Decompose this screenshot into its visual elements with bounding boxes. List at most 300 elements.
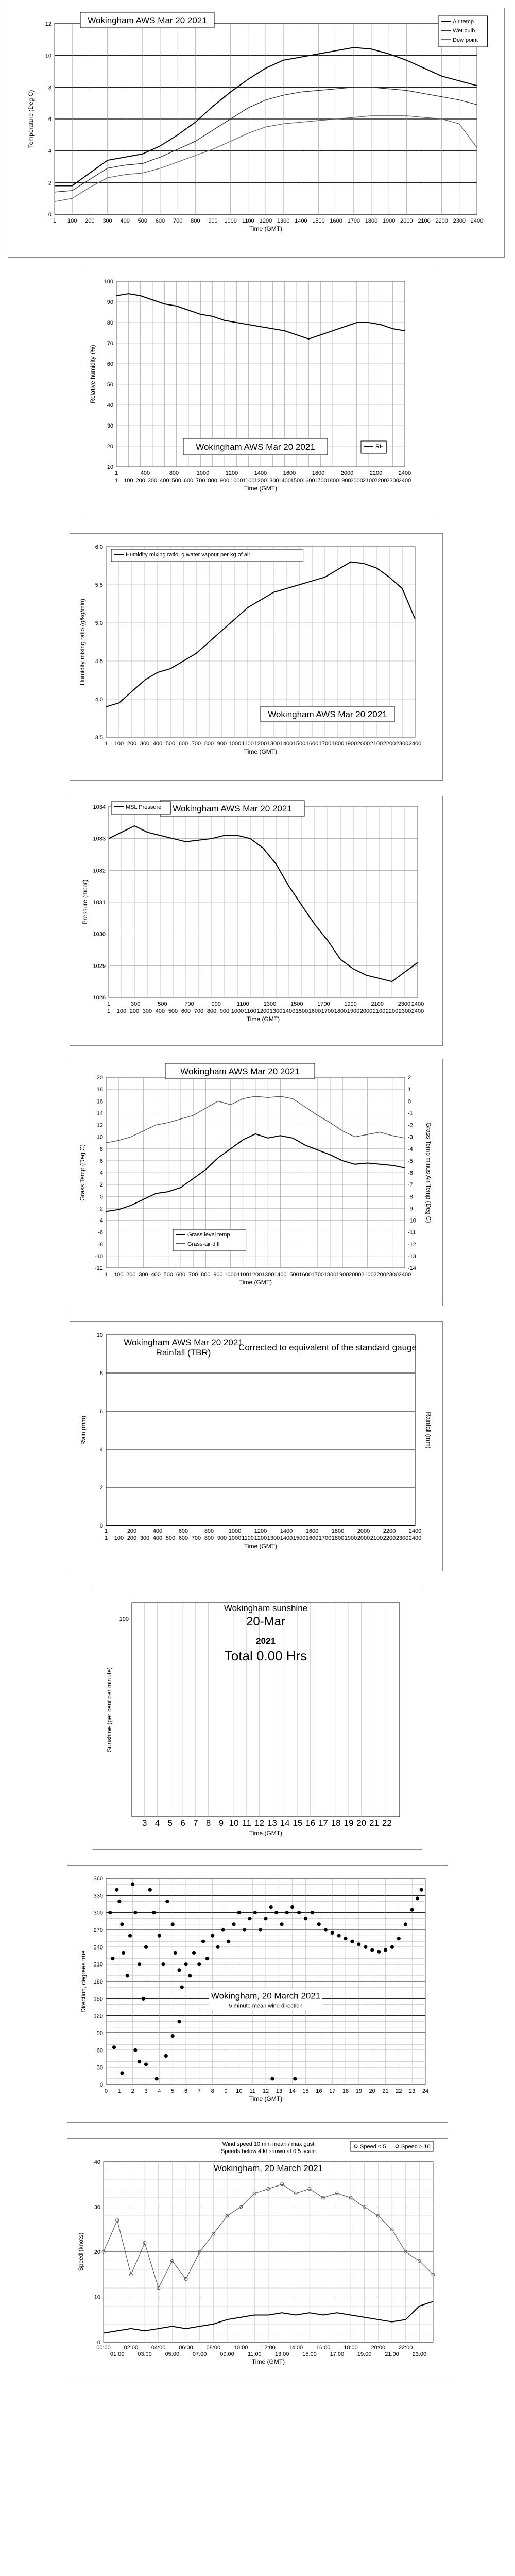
temp-xtick-label: 1200 xyxy=(259,218,272,224)
rh-title: Wokingham AWS Mar 20 2021 xyxy=(196,442,315,452)
rh-ytick-label: 10 xyxy=(107,464,113,470)
temp-ytick-label: 10 xyxy=(45,53,52,59)
chart-relative-humidity xyxy=(80,268,435,515)
press-xtick-label: 1500 xyxy=(295,1008,308,1014)
rh-xtick-top-label: 1 xyxy=(114,470,118,477)
wspd-y-axis-label: Speed (knots) xyxy=(77,2232,84,2272)
rain-title: Wokingham AWS Mar 20 2021 xyxy=(124,1337,243,1347)
rain-xtick-label: 1500 xyxy=(293,1535,306,1541)
rh-ytick-label: 20 xyxy=(107,444,113,450)
rain-x-axis-label: Time (GMT) xyxy=(244,1543,278,1550)
rain-note: Corrected to equivalent of the standard gauge xyxy=(238,1343,417,1352)
rain-xtick-label: 1100 xyxy=(242,1535,254,1541)
grass-ytick-label: 10 xyxy=(96,1134,103,1141)
wdir-point xyxy=(331,1931,334,1935)
hmr-xtick-label: 1000 xyxy=(228,741,242,747)
grass-ytick-label: 16 xyxy=(96,1098,103,1105)
wspd-legend-label-1: Speed > 10 xyxy=(401,2144,431,2150)
grass-xtick-label: 1 xyxy=(104,1272,108,1278)
grass-xtick-label: 1600 xyxy=(299,1272,312,1278)
rh-xtick-label: 100 xyxy=(124,478,133,484)
rh-x-axis-label: Time (GMT) xyxy=(244,485,278,492)
rain-xtick-top-label: 2200 xyxy=(383,1528,396,1534)
rain-xtick-top-label: 1400 xyxy=(280,1528,293,1534)
wspd-xtick-label: 21:00 xyxy=(385,2351,399,2358)
grass-ytick-label: 20 xyxy=(96,1075,103,1081)
grass-xtick-label: 700 xyxy=(188,1272,198,1278)
wdir-x-axis-label: Time (GMT) xyxy=(249,2095,283,2103)
temp-xtick-label: 2300 xyxy=(453,218,466,224)
rh-xtick-label: 1000 xyxy=(230,478,243,484)
rh-ytick-label: 40 xyxy=(107,402,113,409)
wspd-ytick-label: 40 xyxy=(94,2159,100,2165)
grass-ytick-right-label: 1 xyxy=(408,1087,411,1093)
sun-xtick-label: 6 xyxy=(180,1818,185,1828)
wspd-xtick-label: 11:00 xyxy=(247,2351,262,2358)
sun-xtick-label: 11 xyxy=(242,1818,251,1828)
wdir-point xyxy=(184,1962,187,1966)
grass-xtick-label: 1500 xyxy=(286,1272,299,1278)
press-xtick-label: 900 xyxy=(219,1008,230,1014)
wdir-point xyxy=(201,1940,205,1943)
wspd-xtick-label: 01:00 xyxy=(110,2351,125,2358)
wdir-point xyxy=(350,1940,354,1943)
rain-y-axis-right-label: Rainfall (mm) xyxy=(425,1412,432,1449)
grass-ytick-right-label: -9 xyxy=(408,1206,413,1212)
grass-ytick-right-label: -7 xyxy=(408,1182,413,1189)
hmr-xtick-label: 300 xyxy=(140,741,150,747)
rh-xtick-label: 700 xyxy=(196,478,205,484)
sun-xtick-label: 12 xyxy=(254,1818,265,1828)
chart-rainfall xyxy=(70,1321,443,1571)
grass-x-axis-label: Time (GMT) xyxy=(238,1279,272,1286)
wdir-point xyxy=(370,1948,374,1952)
chart-grass-temperature-svg xyxy=(70,1059,443,1307)
wdir-point xyxy=(205,1957,209,1960)
hmr-y-axis-label: Humidity mixing ratio (g/kg/min) xyxy=(79,598,86,686)
grass-xtick-label: 800 xyxy=(201,1272,211,1278)
wdir-point xyxy=(253,1911,257,1914)
grass-ytick-right-label: -12 xyxy=(408,1241,416,1248)
rh-xtick-label: 1400 xyxy=(278,478,291,484)
grass-xtick-label: 1800 xyxy=(323,1272,337,1278)
grass-ytick-right-label: -13 xyxy=(408,1253,416,1260)
wdir-y-axis-label: Direction, degrees true xyxy=(80,1950,87,2013)
grass-ytick-right-label: -5 xyxy=(408,1158,413,1164)
grass-xtick-label: 1200 xyxy=(249,1272,262,1278)
wdir-xtick-label: 21 xyxy=(382,2088,389,2094)
rh-xtick-top-label: 1000 xyxy=(196,470,210,477)
press-xtick-label: 1000 xyxy=(231,1008,244,1014)
wdir-xtick-label: 9 xyxy=(224,2088,228,2094)
wdir-point xyxy=(126,1974,129,1977)
wdir-point xyxy=(192,1951,196,1955)
sun-xtick-label: 8 xyxy=(205,1818,211,1828)
wspd-title: Wokingham, 20 March 2021 xyxy=(213,2163,323,2173)
rain-xtick-label: 900 xyxy=(217,1535,227,1541)
press-title: Wokingham AWS Mar 20 2021 xyxy=(173,804,292,814)
rh-xtick-label: 1700 xyxy=(314,478,327,484)
temp-legend-label-0: Air temp xyxy=(453,19,474,25)
hmr-xtick-label: 600 xyxy=(178,741,188,747)
hmr-ytick-label: 4.0 xyxy=(95,697,103,703)
rh-xtick-label: 800 xyxy=(208,478,217,484)
wspd-note2: Speeds below 4 kt shown at 0.5 scale xyxy=(220,2148,316,2155)
rh-xtick-label: 1200 xyxy=(254,478,267,484)
hmr-ytick-label: 4.5 xyxy=(95,658,103,665)
grass-xtick-label: 2100 xyxy=(361,1272,374,1278)
wdir-point xyxy=(344,1937,347,1940)
temp-xtick-label: 1900 xyxy=(382,218,396,224)
temp-xtick-label: 2100 xyxy=(418,218,431,224)
chart-wind-direction-svg xyxy=(67,1866,449,2123)
grass-ytick-right-label: -10 xyxy=(408,1217,416,1224)
wspd-xtick-label: 17:00 xyxy=(330,2351,345,2358)
grass-ytick-right-label: 0 xyxy=(408,1098,411,1105)
temp-xtick-label: 1600 xyxy=(330,218,342,224)
rain-xtick-label: 1400 xyxy=(280,1535,293,1541)
grass-y-axis-label: Grass Temp (Deg C) xyxy=(79,1144,86,1201)
hmr-xtick-label: 1800 xyxy=(331,741,345,747)
grass-ytick-label: -10 xyxy=(95,1253,103,1260)
temp-ytick-label: 12 xyxy=(45,21,52,27)
temp-title: Wokingham AWS Mar 20 2021 xyxy=(88,15,207,25)
wdir-point xyxy=(142,1997,145,2001)
wdir-point xyxy=(115,1888,118,1892)
sun-xtick-label: 14 xyxy=(280,1818,290,1828)
grass-ytick-right-label: 2 xyxy=(408,1075,411,1081)
grass-ytick-label: 18 xyxy=(96,1087,103,1093)
rain-xtick-top-label: 1800 xyxy=(331,1528,345,1534)
press-legend-label-0: MSL Pressure xyxy=(126,804,162,810)
wdir-xtick-label: 18 xyxy=(342,2088,349,2094)
press-xtick-label: 1300 xyxy=(269,1008,283,1014)
wdir-point xyxy=(148,1888,152,1892)
wdir-xtick-label: 23 xyxy=(409,2088,416,2094)
wspd-xtick-label: 09:00 xyxy=(220,2351,234,2358)
wdir-point xyxy=(304,1917,307,1920)
wdir-point xyxy=(237,1911,241,1914)
grass-xtick-label: 2300 xyxy=(386,1272,399,1278)
wdir-point xyxy=(377,1950,381,1954)
grass-xtick-label: 900 xyxy=(213,1272,223,1278)
hmr-title: Wokingham AWS Mar 20 2021 xyxy=(268,709,387,719)
chart-rainfall-svg xyxy=(70,1322,443,1572)
temp-xtick-label: 1000 xyxy=(224,218,237,224)
wdir-point xyxy=(171,2034,175,2038)
sun-title: Wokingham sunshine xyxy=(224,1603,308,1613)
rh-xtick-label: 1900 xyxy=(338,478,351,484)
wdir-ytick-label: 240 xyxy=(93,1944,103,1951)
wspd-xtick-label: 15:00 xyxy=(302,2351,317,2358)
press-xtick-label: 1200 xyxy=(256,1008,270,1014)
wdir-xtick-label: 7 xyxy=(197,2088,201,2094)
chart-wind-speed-svg xyxy=(67,2139,449,2381)
press-xtick-label: 600 xyxy=(181,1008,191,1014)
wdir-xtick-label: 11 xyxy=(249,2088,255,2094)
wdir-point xyxy=(211,1934,214,1938)
wdir-point xyxy=(269,1905,273,1909)
grass-ytick-label: -2 xyxy=(98,1206,103,1212)
temp-legend-label-2: Dew point xyxy=(453,37,478,43)
wdir-xtick-label: 17 xyxy=(329,2088,336,2094)
wspd-xtick-label: 03:00 xyxy=(138,2351,152,2358)
wspd-ytick-label: 20 xyxy=(94,2249,100,2256)
press-xtick-label: 1 xyxy=(107,1008,111,1014)
grass-ytick-label: -12 xyxy=(95,1265,103,1272)
rain-xtick-label: 1900 xyxy=(344,1535,357,1541)
wdir-point xyxy=(164,2054,168,2058)
temp-xtick-label: 1700 xyxy=(347,218,360,224)
hmr-xtick-label: 1900 xyxy=(344,741,357,747)
rh-xtick-top-label: 2400 xyxy=(398,470,411,477)
wdir-xtick-label: 20 xyxy=(369,2088,375,2094)
press-xtick-top-label: 2400 xyxy=(411,1001,424,1007)
wdir-xtick-label: 1 xyxy=(117,2088,121,2094)
grass-xtick-label: 1100 xyxy=(237,1272,249,1278)
wdir-ytick-label: 180 xyxy=(93,1979,103,1985)
rh-xtick-top-label: 1200 xyxy=(225,470,238,477)
rh-xtick-label: 1800 xyxy=(326,478,339,484)
sun-xtick-label: 5 xyxy=(167,1818,173,1828)
wdir-point xyxy=(120,1922,124,1926)
rh-ytick-label: 70 xyxy=(107,341,113,347)
hmr-xtick-label: 2200 xyxy=(383,741,396,747)
hmr-xtick-label: 1700 xyxy=(318,741,332,747)
hmr-xtick-label: 1100 xyxy=(242,741,254,747)
temp-ytick-label: 6 xyxy=(48,116,52,123)
rh-xtick-label: 2300 xyxy=(386,478,399,484)
hmr-xtick-label: 400 xyxy=(152,741,163,747)
wdir-point xyxy=(197,1962,201,1966)
grass-xtick-label: 400 xyxy=(151,1272,161,1278)
rain-xtick-top-label: 1600 xyxy=(305,1528,319,1534)
chart-sunshine-svg xyxy=(93,1587,423,1850)
press-ytick-label: 1028 xyxy=(93,995,106,1001)
rain-plot-area xyxy=(106,1335,415,1526)
wdir-point xyxy=(290,1905,294,1909)
rh-xtick-top-label: 2000 xyxy=(340,470,354,477)
press-y-axis-label: Pressure (mbar) xyxy=(81,879,89,925)
rain-ytick-label: 10 xyxy=(96,1332,103,1338)
wdir-point xyxy=(264,1917,267,1920)
rain-xtick-label: 1200 xyxy=(254,1535,267,1541)
wdir-ytick-label: 120 xyxy=(93,2013,103,2020)
wdir-point xyxy=(397,1937,401,1940)
grass-xtick-label: 500 xyxy=(163,1272,174,1278)
wspd-note1: Wind speed 10 min mean / max gust xyxy=(222,2141,315,2147)
press-xtick-top-label: 2100 xyxy=(371,1001,384,1007)
wdir-point xyxy=(270,2077,274,2080)
grass-title: Wokingham AWS Mar 20 2021 xyxy=(180,1066,300,1076)
wdir-point xyxy=(337,1934,341,1938)
chart-sunshine xyxy=(93,1587,422,1850)
press-ytick-label: 1033 xyxy=(93,836,106,842)
wdir-ytick-label: 90 xyxy=(96,2030,103,2037)
temp-xtick-label: 800 xyxy=(191,218,200,224)
rh-xtick-label: 1300 xyxy=(266,478,279,484)
hmr-xtick-label: 1400 xyxy=(280,741,293,747)
press-ytick-label: 1034 xyxy=(93,804,106,810)
rain-xtick-label: 1000 xyxy=(228,1535,242,1541)
wdir-xtick-label: 0 xyxy=(104,2088,108,2094)
temp-xtick-label: 2400 xyxy=(470,218,484,224)
rh-xtick-label: 600 xyxy=(183,478,194,484)
wdir-ytick-label: 360 xyxy=(93,1876,103,1882)
grass-xtick-label: 200 xyxy=(126,1272,136,1278)
grass-ytick-label: 0 xyxy=(99,1194,103,1200)
temp-xtick-label: 200 xyxy=(85,218,95,224)
press-xtick-label: 1100 xyxy=(244,1008,256,1014)
grass-ytick-label: 8 xyxy=(99,1146,103,1153)
press-xtick-top-label: 1100 xyxy=(237,1001,249,1007)
rh-xtick-label: 1500 xyxy=(290,478,303,484)
wdir-point xyxy=(243,1928,246,1931)
wdir-point xyxy=(227,1940,230,1943)
wspd-xtick-top-label: 02:00 xyxy=(124,2345,139,2351)
grass-ytick-label: 6 xyxy=(99,1158,103,1164)
chart-pressure-svg xyxy=(70,796,443,1046)
rh-xtick-label: 500 xyxy=(171,478,181,484)
wdir-title: Wokingham, 20 March 2021 xyxy=(211,1991,321,2001)
rain-ytick-label: 8 xyxy=(99,1370,103,1377)
wspd-xtick-label: 23:00 xyxy=(412,2351,427,2358)
temp-xtick-label: 300 xyxy=(102,218,112,224)
grass-xtick-label: 1700 xyxy=(311,1272,324,1278)
rain-xtick-label: 1600 xyxy=(305,1535,319,1541)
grass-ytick-right-label: -8 xyxy=(408,1194,413,1200)
chart-wind-speed xyxy=(67,2138,448,2380)
rain-xtick-label: 700 xyxy=(191,1535,201,1541)
sun-xtick-label: 18 xyxy=(331,1818,341,1828)
press-xtick-top-label: 300 xyxy=(130,1001,141,1007)
wdir-point xyxy=(324,1928,328,1931)
wdir-point xyxy=(133,2048,137,2052)
temp-ytick-label: 8 xyxy=(48,84,52,91)
press-xtick-label: 2100 xyxy=(372,1008,386,1014)
wdir-point xyxy=(162,1962,165,1966)
grass-ytick-right-label: -6 xyxy=(408,1170,413,1176)
rh-xtick-top-label: 800 xyxy=(169,470,179,477)
wdir-point xyxy=(285,1911,289,1914)
hmr-xtick-label: 900 xyxy=(217,741,227,747)
hmr-xtick-label: 2400 xyxy=(408,741,422,747)
rain-xtick-top-label: 400 xyxy=(152,1528,163,1534)
press-xtick-label: 300 xyxy=(142,1008,152,1014)
grass-legend-label-0: Grass level temp xyxy=(187,1232,230,1238)
grass-ytick-right-label: -1 xyxy=(408,1110,413,1117)
press-xtick-top-label: 1 xyxy=(107,1001,111,1007)
rh-ytick-label: 50 xyxy=(107,382,113,388)
wspd-xtick-label: 07:00 xyxy=(192,2351,207,2358)
wdir-ytick-label: 300 xyxy=(93,1910,103,1917)
sun-total: Total 0.00 Hrs xyxy=(224,1648,307,1664)
rain-xtick-label: 300 xyxy=(140,1535,150,1541)
press-xtick-top-label: 2300 xyxy=(398,1001,411,1007)
grass-xtick-label: 600 xyxy=(176,1272,186,1278)
press-xtick-top-label: 500 xyxy=(158,1001,167,1007)
wdir-point xyxy=(232,1922,235,1926)
press-xtick-top-label: 700 xyxy=(184,1001,194,1007)
rain-xtick-label: 2100 xyxy=(370,1535,383,1541)
rain-xtick-label: 1 xyxy=(104,1535,108,1541)
wdir-point xyxy=(112,2045,116,2049)
wdir-point xyxy=(131,1883,134,1886)
press-xtick-label: 2000 xyxy=(359,1008,373,1014)
sun-xtick-label: 20 xyxy=(356,1818,367,1828)
wdir-xtick-label: 19 xyxy=(355,2088,362,2094)
hmr-ytick-label: 5.5 xyxy=(95,582,103,588)
rh-xtick-label: 900 xyxy=(219,478,230,484)
rain-xtick-label: 100 xyxy=(114,1535,124,1541)
press-xtick-label: 1600 xyxy=(308,1008,321,1014)
press-xtick-label: 2200 xyxy=(385,1008,399,1014)
press-xtick-label: 1800 xyxy=(334,1008,347,1014)
hmr-xtick-label: 2100 xyxy=(370,741,383,747)
sun-xtick-label: 4 xyxy=(154,1818,160,1828)
sun-ytick-label: 100 xyxy=(119,1616,129,1622)
rain-y-axis-label: Rain (mm) xyxy=(80,1416,87,1445)
press-ytick-label: 1031 xyxy=(93,900,106,906)
wdir-point xyxy=(108,1911,112,1914)
wdir-point xyxy=(155,2077,159,2080)
chart-wind-direction xyxy=(67,1865,448,2123)
press-xtick-label: 500 xyxy=(168,1008,178,1014)
wdir-point xyxy=(122,1951,125,1955)
wdir-point xyxy=(390,1945,394,1949)
chart-humidity-mixing-ratio xyxy=(70,533,443,781)
wdir-point xyxy=(311,1911,314,1914)
hmr-ytick-label: 3.5 xyxy=(95,735,103,741)
sun-plot-area xyxy=(132,1603,400,1817)
rain-xtick-top-label: 1 xyxy=(104,1528,108,1534)
press-xtick-label: 200 xyxy=(129,1008,140,1014)
rain-xtick-label: 500 xyxy=(165,1535,176,1541)
hmr-xtick-label: 1600 xyxy=(305,741,319,747)
rh-xtick-label: 300 xyxy=(147,478,158,484)
rh-legend-label-0: RH xyxy=(375,444,384,450)
wspd-ytick-label: 10 xyxy=(94,2294,100,2301)
wdir-point xyxy=(416,1896,419,1900)
grass-xtick-label: 1000 xyxy=(224,1272,237,1278)
wdir-ytick-label: 270 xyxy=(93,1927,103,1934)
hmr-xtick-label: 2300 xyxy=(396,741,409,747)
press-xtick-label: 1400 xyxy=(282,1008,296,1014)
rain-subtitle: Rainfall (TBR) xyxy=(156,1348,211,1358)
rain-xtick-label: 2200 xyxy=(383,1535,396,1541)
press-xtick-label: 800 xyxy=(207,1008,217,1014)
press-x-axis-label: Time (GMT) xyxy=(246,1015,280,1023)
hmr-xtick-label: 800 xyxy=(204,741,214,747)
sun-y-axis-label: Sunshine (per cent per minute) xyxy=(106,1667,113,1752)
wdir-point xyxy=(120,2071,124,2075)
wdir-point xyxy=(178,1968,181,1972)
rh-xtick-top-label: 400 xyxy=(140,470,150,477)
wdir-point xyxy=(293,2077,297,2080)
sun-xtick-label: 7 xyxy=(193,1818,198,1828)
wdir-xtick-label: 24 xyxy=(422,2088,429,2094)
grass-ytick-label: -6 xyxy=(98,1229,103,1236)
rain-xtick-label: 2000 xyxy=(357,1535,370,1541)
rain-xtick-top-label: 1000 xyxy=(228,1528,242,1534)
wdir-point xyxy=(410,1908,414,1912)
wdir-point xyxy=(384,1948,387,1952)
sun-xtick-label: 19 xyxy=(344,1818,354,1828)
wdir-xtick-label: 10 xyxy=(236,2088,243,2094)
hmr-xtick-label: 1300 xyxy=(267,741,280,747)
press-xtick-label: 400 xyxy=(155,1008,165,1014)
rh-xtick-label: 2100 xyxy=(362,478,375,484)
